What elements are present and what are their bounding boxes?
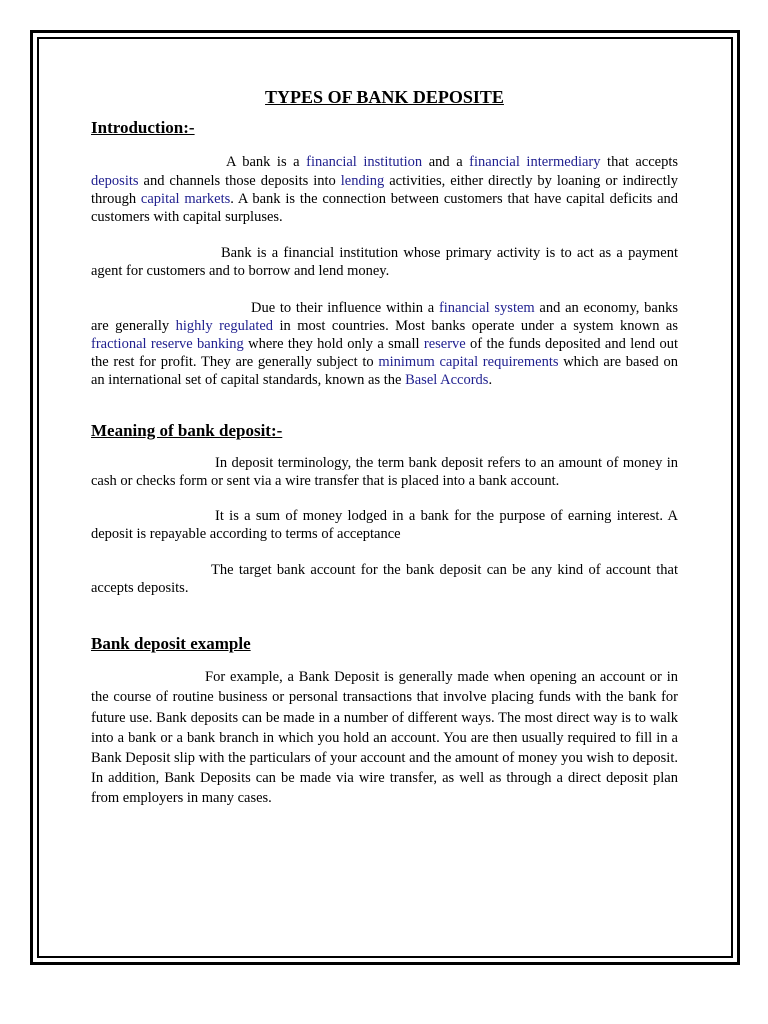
- intro-paragraph-1: [91, 153, 678, 226]
- document-body: [91, 88, 678, 809]
- section-heading-introduction: Introduction:-: [91, 118, 195, 138]
- intro-p3-text-6: which are based on an international set of capital standards, known as the: [91, 354, 679, 389]
- link-highly-regulated[interactable]: highly regulated: [175, 317, 274, 334]
- link-financial-intermediary[interactable]: financial intermediary: [469, 154, 601, 171]
- section-heading-example: Bank deposit example: [91, 634, 251, 654]
- link-fractional-reserve-banking[interactable]: fractional reserve banking: [91, 336, 244, 353]
- link-minimum-capital-requirements[interactable]: minimum capital requirements: [378, 354, 559, 371]
- example-paragraph-1: For example, a Bank Deposit is generally made when opening an account or in the course of routine business or personal transactions that involve placing funds with the bank for future use. Bank deposits can be made in a number of different ways. The most direct way is to walk into a bank or a bank branch in which you hold an account. You are then usually required to fill in a Bank Deposit slip with the particulars of your account and the amount of money you wish to deposit. In addition, Bank Deposits can be made via wire transfer, as well as through a direct deposit plan from employers in many cases.: [91, 669, 678, 807]
- meaning-paragraph-1: In deposit terminology, the term bank deposit refers to an amount of money in cash or checks form or sent via a wire transfer that is placed into a bank account.: [91, 454, 678, 490]
- link-deposits[interactable]: deposits: [91, 172, 139, 189]
- intro-p3-text-7: .: [488, 372, 493, 389]
- intro-p1-text-2: and a: [422, 154, 470, 171]
- meaning-paragraph-3: The target bank account for the bank deposit can be any kind of account that accepts deposits.: [91, 561, 678, 596]
- intro-p3-text-4: where they hold only a small: [243, 336, 424, 353]
- intro-p3-text-1: Due to their influence within a: [251, 299, 439, 316]
- intro-paragraph-2: Bank is a financial institution whose primary activity is to act as a payment agent for customers and to borrow and lend money.: [91, 245, 678, 280]
- link-lending[interactable]: lending: [340, 172, 385, 189]
- intro-p3-text-2: and an economy, banks are generally: [91, 299, 678, 334]
- link-reserve[interactable]: reserve: [423, 336, 466, 353]
- intro-paragraph-3: [91, 299, 678, 390]
- intro-p3-text-3: in most countries. Most banks operate under a system known as: [273, 317, 678, 334]
- link-capital-markets[interactable]: capital markets: [140, 190, 231, 207]
- intro-p1-text-4: and channels those deposits into: [138, 172, 341, 189]
- intro-p1-text-1: A bank is a: [226, 154, 307, 171]
- intro-p1-text-5: activities, either directly by loaning or indirectly through: [91, 172, 679, 207]
- document-title: TYPES OF BANK DEPOSITE: [265, 87, 504, 107]
- intro-p3-text-5: of the funds deposited and lend out the rest for profit. They are generally subject to: [91, 336, 679, 371]
- link-financial-system[interactable]: financial system: [438, 299, 535, 316]
- section-heading-meaning: Meaning of bank deposit:-: [91, 420, 283, 440]
- link-basel-accords[interactable]: Basel Accords: [405, 372, 489, 389]
- meaning-paragraph-2: It is a sum of money lodged in a bank for the purpose of earning interest. A deposit is repayable according to terms of acceptance: [91, 508, 678, 543]
- link-financial-institution[interactable]: financial institution: [306, 154, 423, 171]
- intro-p1-text-3: that accepts: [600, 154, 678, 171]
- intro-p1-text-6: . A bank is the connection between customers that have capital deficits and customers with capital surpluses.: [91, 190, 679, 226]
